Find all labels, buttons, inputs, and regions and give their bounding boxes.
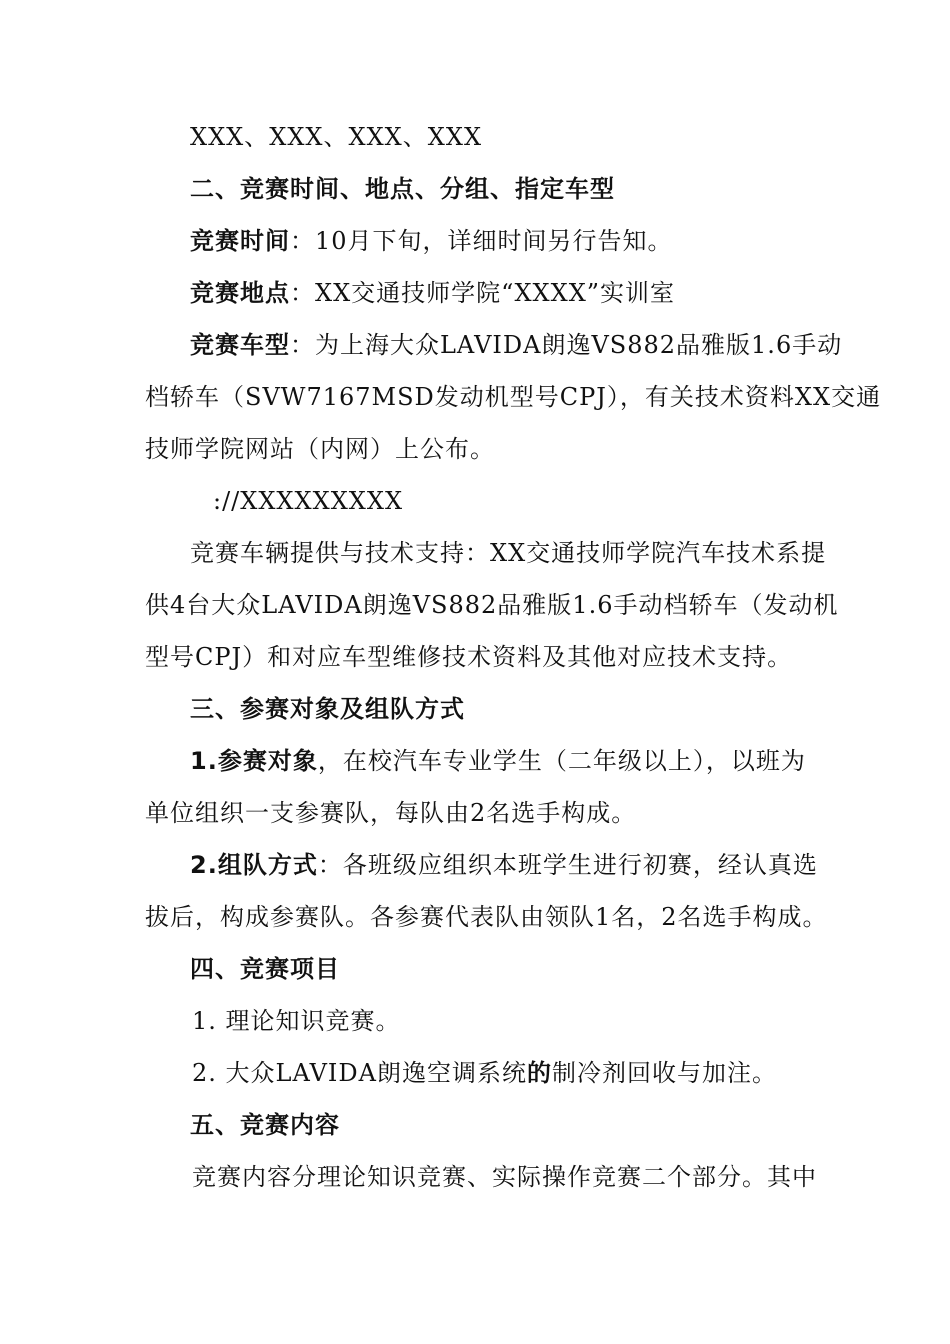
website-url: ://XXXXXXXXX — [213, 487, 404, 515]
time-label: 竞赛时间 — [190, 227, 290, 255]
place-label: 竞赛地点 — [190, 279, 290, 307]
car-text-3: 技师学院网站（内网）上公布。 — [145, 435, 495, 463]
car-label: 竞赛车型 — [190, 331, 290, 359]
section-heading-5: 五、竞赛内容 — [190, 1111, 340, 1139]
support-text-2: 供4台大众LAVIDA朗逸VS882品雅版1.6手动档轿车（发动机 — [145, 591, 839, 619]
team-label: 2.组队方式 — [190, 851, 318, 879]
team-formation — [190, 849, 818, 881]
event-item-1: 1. 理论知识竞赛。 — [192, 1007, 401, 1035]
participants-label: 1.参赛对象 — [190, 747, 318, 775]
section-heading-3: 三、参赛对象及组队方式 — [190, 695, 465, 723]
participants — [190, 745, 806, 777]
event-item-2 — [192, 1057, 777, 1089]
participants-text-1: ，在校汽车专业学生（二年级以上），以班为 — [317, 747, 806, 775]
car-text-1: ：为上海大众LAVIDA朗逸VS882品雅版1.6手动 — [290, 331, 843, 359]
team-text-2: 拔后，构成参赛队。各参赛代表队由领队1名，2名选手构成。 — [145, 903, 828, 931]
support-text-3: 型号CPJ）和对应车型维修技术资料及其他对应技术支持。 — [145, 643, 793, 671]
text-line: XXX、XXX、XXX、XXX — [190, 123, 483, 151]
place-text: ：XX交通技师学院“XXXX”实训室 — [290, 279, 676, 307]
content-text-1: 竞赛内容分理论知识竞赛、实际操作竞赛二个部分。其中 — [192, 1163, 817, 1191]
event-item-2-part-b: 的 — [527, 1059, 552, 1087]
support-text-1: 竞赛车辆提供与技术支持：XX交通技师学院汽车技术系提 — [190, 539, 827, 567]
event-item-2-part-c: 制冷剂回收与加注。 — [552, 1059, 777, 1087]
event-item-2-part-a: 2. 大众LAVIDA朗逸空调系统 — [192, 1059, 527, 1087]
section-heading-4: 四、竞赛项目 — [190, 955, 340, 983]
competition-place — [190, 277, 675, 309]
section-heading-2: 二、竞赛时间、地点、分组、指定车型 — [190, 175, 615, 203]
participants-text-2: 单位组织一支参赛队，每队由2名选手构成。 — [145, 799, 637, 827]
time-text: ：10月下旬，详细时间另行告知。 — [290, 227, 673, 255]
car-text-2: 档轿车（SVW7167MSD发动机型号CPJ），有关技术资料XX交通 — [145, 383, 882, 411]
competition-time — [190, 225, 673, 257]
competition-car — [190, 329, 842, 361]
team-text-1: ：各班级应组织本班学生进行初赛，经认真选 — [317, 851, 818, 879]
